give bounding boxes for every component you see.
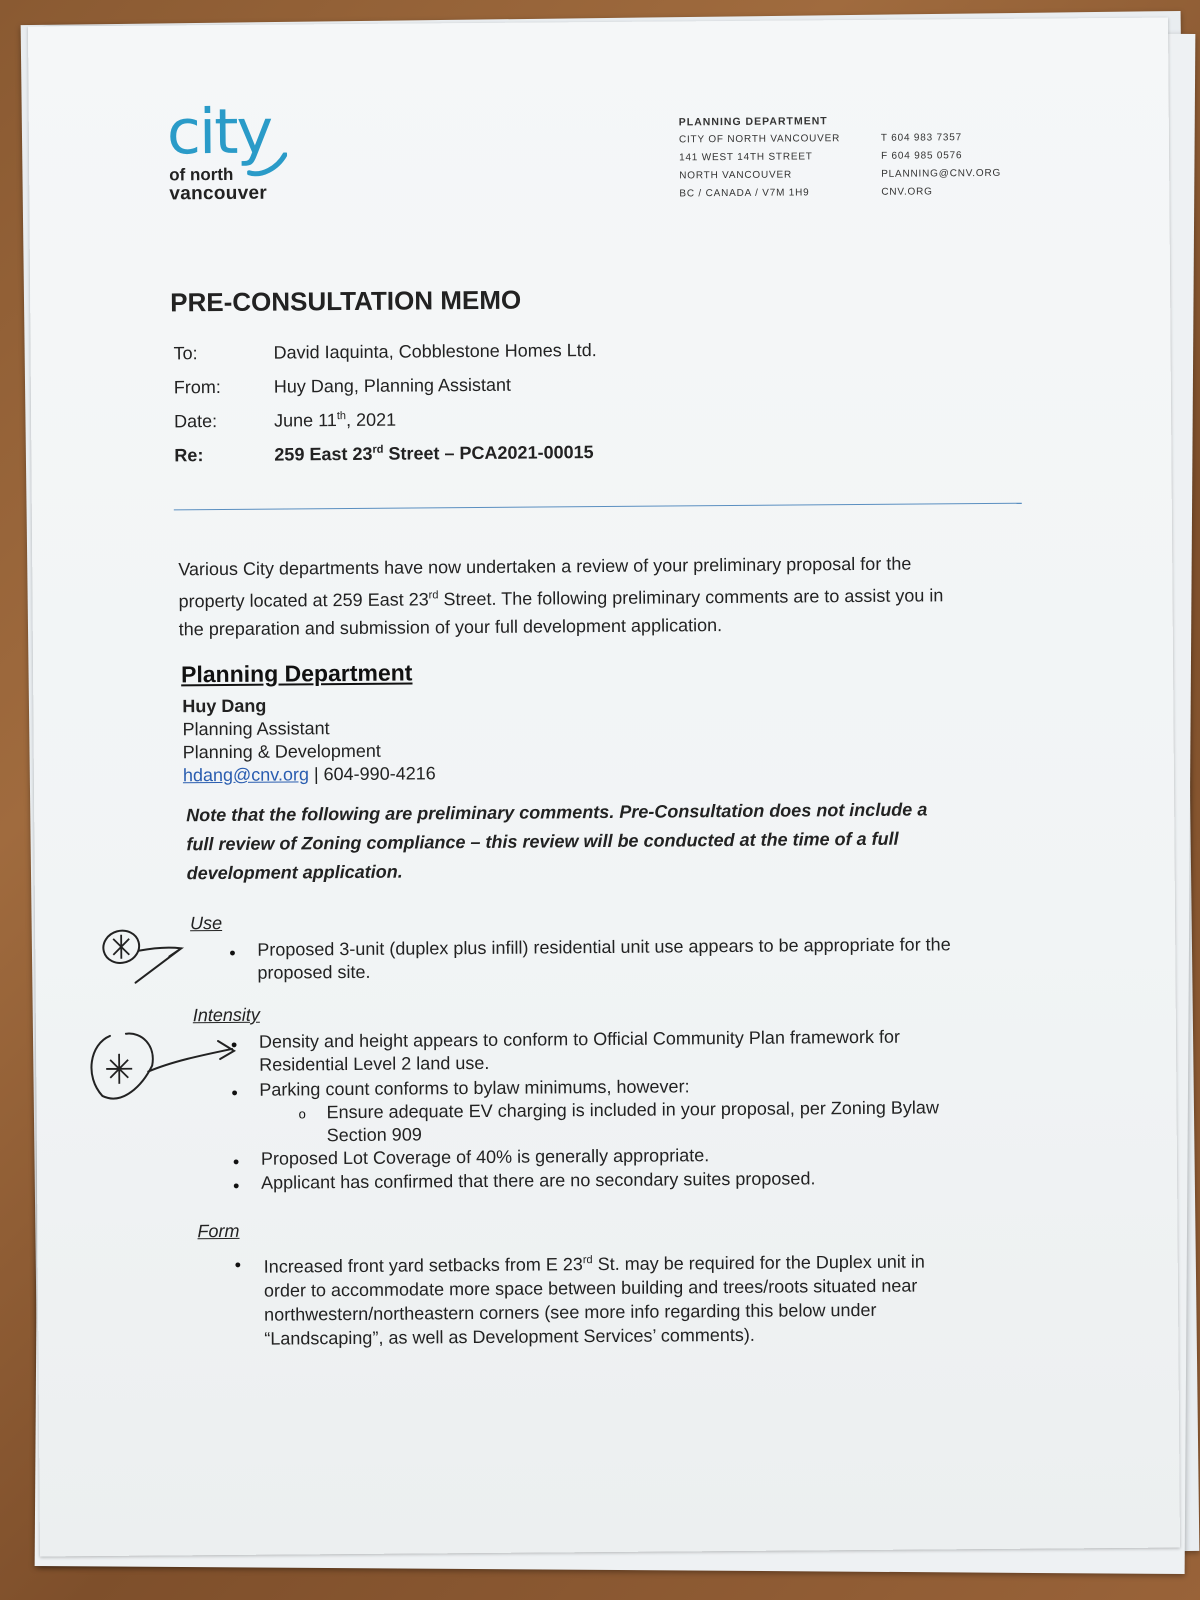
bullet-text: St. may be required for the Duplex unit in (592, 1251, 925, 1275)
date-label: Date: (174, 411, 218, 432)
logo-city-text: city (166, 94, 272, 169)
bullet: • (233, 1175, 240, 1196)
memo-page (28, 18, 1180, 1557)
re-file-number: Street – PCA2021-00015 (383, 442, 594, 464)
contact-division: Planning & Development (182, 740, 381, 763)
date-suffix: th (336, 410, 347, 423)
city-logo (166, 94, 338, 209)
parking-bullet: Parking count conforms to bylaw minimums, however: (259, 1076, 690, 1100)
note-line: Note that the following are preliminary comments. Pre-Consultation does not include a (186, 799, 928, 826)
re-value (274, 442, 593, 466)
bullet-line: Residential Level 2 land use. (259, 1052, 490, 1075)
bullet-suffix: rd (582, 1254, 593, 1267)
suites-bullet: Applicant has confirmed that there are no secondary suites proposed. (261, 1168, 816, 1193)
bullet-line: northwestern/northeastern corners (see more info regarding this below under (264, 1299, 877, 1325)
bullet-line: Ensure adequate EV charging is included in your proposal, per Zoning Bylaw (326, 1097, 939, 1123)
from-label: From: (173, 376, 221, 398)
intro-text: Street. The following preliminary comments are to assist you in (438, 585, 944, 610)
website-line: CNV.ORG (881, 186, 933, 198)
bullet-line: order to accommodate more space between building and trees/roots situated near (263, 1275, 918, 1301)
department-contact (881, 129, 1001, 202)
bullet-line: Density and height appears to conform to Official Community Plan framework for (258, 1026, 901, 1052)
logo-vancouver-text: vancouver (169, 182, 268, 205)
handwritten-star-annotation-icon (95, 920, 196, 1001)
fax-line: F 604 985 0576 (881, 150, 963, 162)
date-value (274, 410, 396, 432)
to-label: To: (173, 343, 198, 364)
contact-details (183, 762, 436, 787)
re-label: Re: (174, 445, 204, 466)
bullet: • (229, 942, 236, 963)
intro-paragraph (178, 549, 1039, 644)
contact-role: Planning Assistant (182, 718, 330, 740)
intro-line (178, 577, 1038, 616)
bullet: • (232, 1151, 240, 1172)
logo-swoosh-icon (247, 152, 287, 176)
contact-email-link[interactable]: hdang@cnv.org (182, 764, 310, 786)
memo-title: PRE-CONSULTATION MEMO (170, 284, 522, 318)
preliminary-note (186, 795, 1027, 889)
note-line: development application. (186, 861, 403, 884)
re-suffix: rd (372, 443, 384, 456)
intro-text: property located at 259 East 23 (178, 589, 429, 612)
use-heading: Use (189, 913, 223, 934)
intro-suffix: rd (428, 589, 439, 602)
bullet: • (230, 1034, 238, 1055)
logo-of-north-text: of north (169, 164, 234, 185)
date-text: June 11 (274, 410, 337, 431)
sub-bullet: o (298, 1106, 306, 1122)
email-line: PLANNING@CNV.ORG (881, 167, 1002, 180)
address-line: CITY OF NORTH VANCOUVER (678, 133, 841, 146)
department-name: PLANNING DEPARTMENT (678, 115, 828, 129)
phone-line: T 604 983 7357 (880, 132, 963, 144)
address-line: BC / CANADA / V7M 1H9 (679, 187, 810, 200)
bullet-text: Increased front yard setbacks from E 23 (263, 1254, 583, 1277)
planning-contact (182, 693, 436, 787)
density-bullet (259, 1026, 900, 1077)
address-line: 141 WEST 14TH STREET (679, 151, 813, 164)
contact-phone: | 604-990-4216 (308, 763, 436, 785)
planning-heading: Planning Department (180, 659, 413, 688)
bullet: • (231, 1082, 238, 1103)
bullet-line: “Landscaping”, as well as Development Services’ comments). (264, 1324, 755, 1349)
use-bullet (257, 933, 951, 984)
re-address: 259 East 23 (274, 443, 373, 465)
lot-coverage-bullet: Proposed Lot Coverage of 40% is generally appropriate. (260, 1145, 710, 1169)
ev-sub-bullet (326, 1096, 939, 1147)
bullet-line: proposed site. (257, 961, 371, 983)
intensity-heading: Intensity (192, 1004, 260, 1026)
from-value: Huy Dang, Planning Assistant (273, 374, 512, 397)
to-value: David Iaquinta, Cobblestone Homes Ltd. (273, 340, 597, 363)
handwritten-star-annotation-icon (82, 1025, 253, 1116)
bullet-line: Proposed 3-unit (duplex plus infill) residential unit use appears to be appropriate for the (257, 934, 951, 960)
address-line: NORTH VANCOUVER (679, 169, 793, 182)
contact-name: Huy Dang (182, 695, 267, 717)
note-line: full review of Zoning compliance – this review will be conducted at the time of a full (186, 828, 899, 855)
intro-line: Various City departments have now undertaken a review of your preliminary proposal for the (178, 553, 912, 580)
setback-bullet (264, 1245, 926, 1350)
divider (174, 503, 1022, 511)
intro-line: the preparation and submission of your full development application. (178, 615, 723, 640)
bullet-line: Section 909 (326, 1124, 422, 1146)
date-year: , 2021 (345, 409, 397, 431)
department-address (679, 112, 841, 203)
form-heading: Form (197, 1220, 240, 1242)
bullet: • (234, 1254, 242, 1275)
